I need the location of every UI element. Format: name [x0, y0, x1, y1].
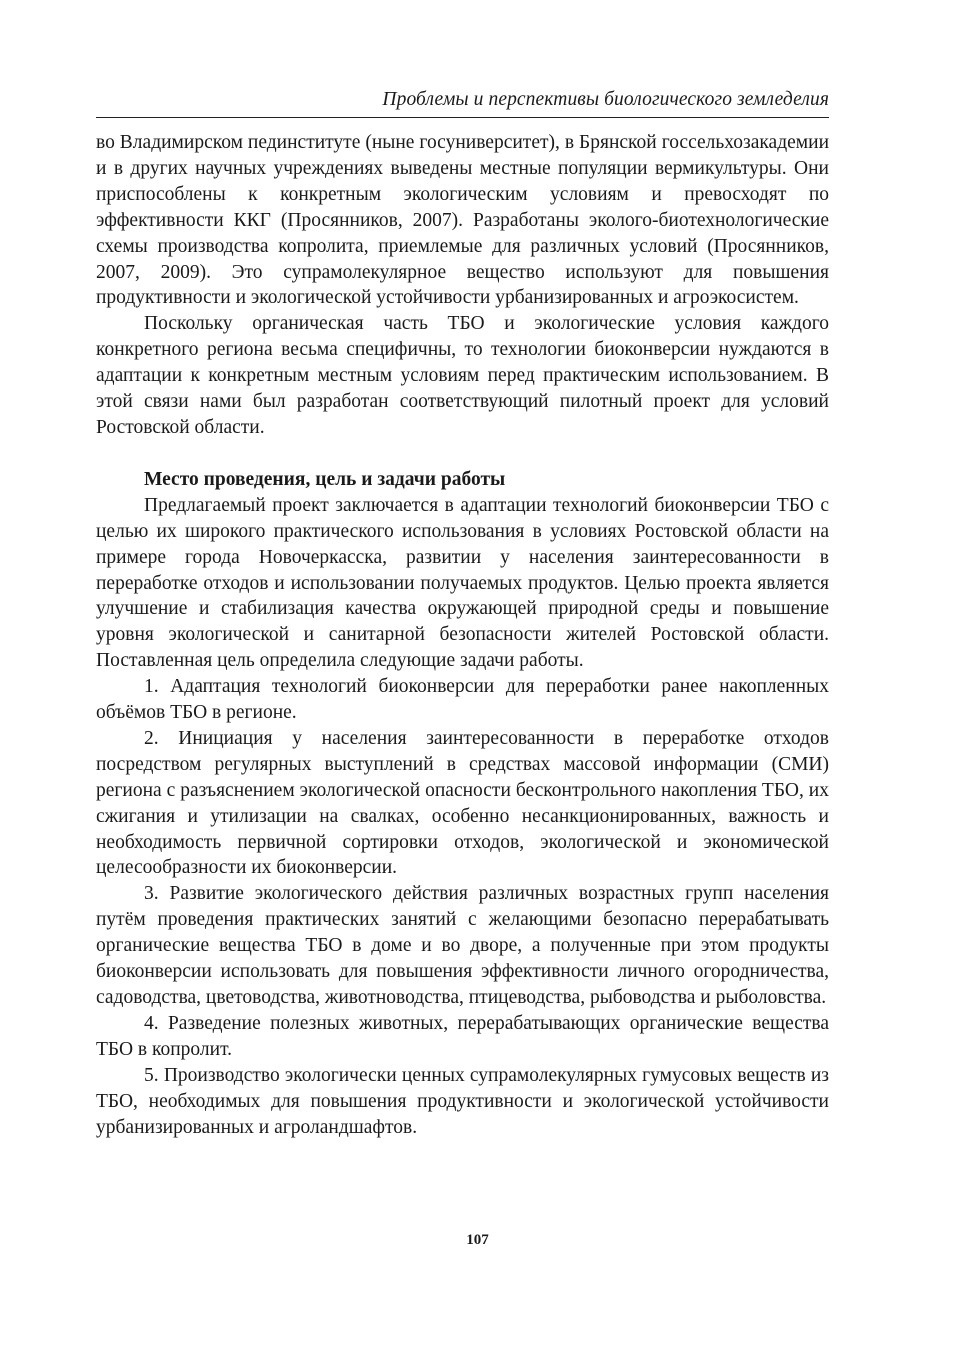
paragraph: Поскольку органическая часть ТБО и экологические условия каждого конкретного региона весьма специфичны, то технологии биоконверсии нуждаются в адаптации к конкретным местным условиям перед практическим использованием. В этой связи нами был разработан соответствующий пилотный проект для условий Ростовской области.: [96, 313, 829, 438]
header-rule: [96, 117, 829, 118]
task-item-2: 2. Инициация у населения заинтересованности в переработке отходов посредством регулярных выступлений в средствах массовой информации (СМИ) региона с разъяснением экологической опасности бесконтрольного накопления ТБО, их сжигания и утилизации на свалках, особенно несанкционированных, важность и необходимость первичной сортировки отходов, экологической и экономической целесообразности их биоконверсии.: [96, 727, 829, 879]
task-item-1: 1. Адаптация технологий биоконверсии для переработки ранее накопленных объёмов ТБО в регионе.: [96, 676, 829, 724]
task-item-4: 4. Разведение полезных животных, перерабатывающих органические вещества ТБО в копролит.: [96, 1012, 829, 1060]
paragraph: Предлагаемый проект заключается в адаптации технологий биоконверсии ТБО с целью их широкого практического использования в условиях Ростовской области на примере города Новочеркасска, развитии у населения заинтересованности в переработке отходов и использовании получаемых продуктов. Целью проекта является улучшение и стабилизация качества окружающей природной среды и повышение уровня экологической и санитарной безопасности жителей Ростовской области. Поставленная цель определила следующие задачи работы.: [96, 494, 829, 672]
running-header-title: Проблемы и перспективы биологического земледелия: [382, 89, 829, 110]
task-item-3: 3. Развитие экологического действия различных возрастных групп населения путём проведения практических занятий с желающими безопасно перерабатывать органические вещества ТБО в доме и во дворе, а полученные при этом продукты биоконверсии использовать для повышения эффективности личного огородничества, садоводства, цветоводства, животноводства, птицеводства, рыбоводства и рыболовства.: [96, 883, 829, 1008]
section-title: Место проведения, цель и задачи работы: [144, 468, 506, 490]
running-header: [96, 89, 829, 119]
paragraph-continuation: во Владимирском пединституте (ныне госуниверситет), в Брянской госсельхозакадемии и в других научных учреждениях выведены местные популяции вермикультуры. Они приспособлены к конкретным экологическим условиям и превосходят по эффективности ККГ (Просянников, 2007). Разработаны эколого-биотехнологические схемы производства копролита, приемлемые для различных условий (Просянников, 2007, 2009). Это супрамолекулярное вещество используют для повышения продуктивности и экологической устойчивости урбанизированных и агроэкосистем.: [96, 132, 829, 309]
task-item-5: 5. Производство экологически ценных супрамолекулярных гумусовых веществ из ТБО, необходимых для повышения продуктивности и экологической устойчивости урбанизированных и агроландшафтов.: [96, 1064, 829, 1138]
page-number: 107: [466, 1232, 489, 1248]
page-body: [96, 130, 829, 1140]
